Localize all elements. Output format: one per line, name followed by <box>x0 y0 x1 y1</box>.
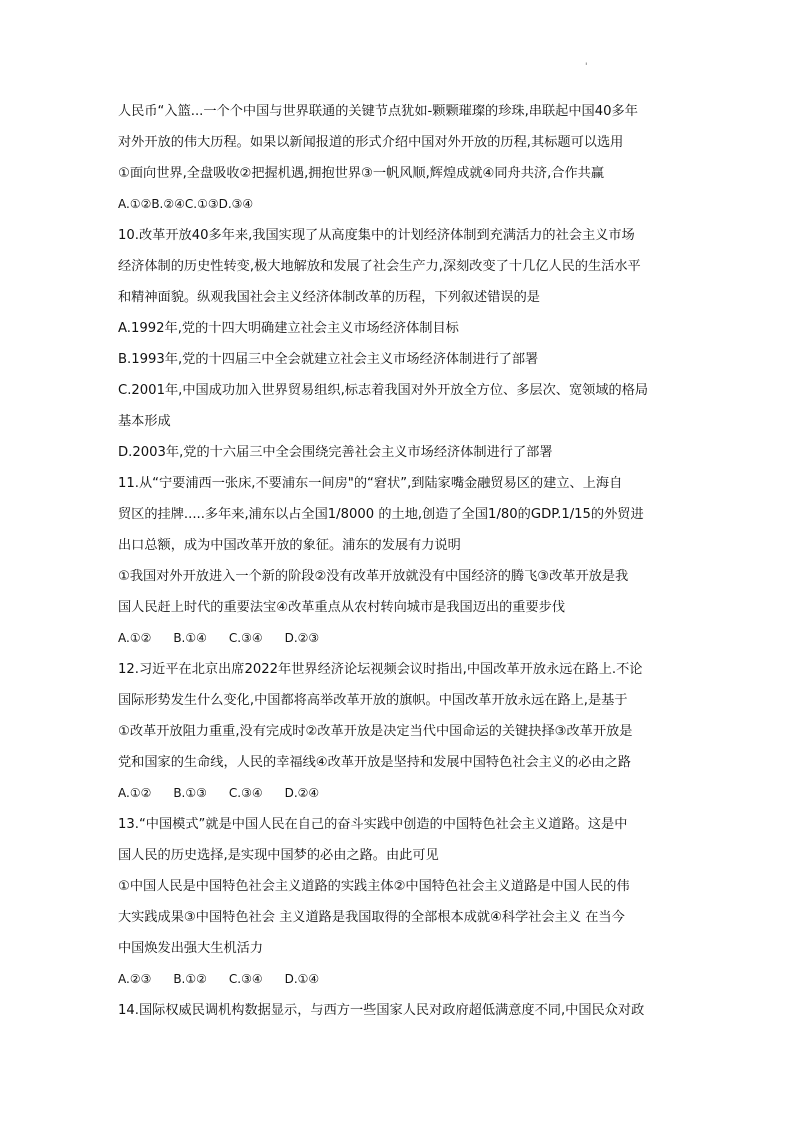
text-line: ①中国人民是中国特色社会主义道路的实践主体②中国特色社会主义道路是中国人民的伟 <box>118 879 630 894</box>
question-14-text: 14.国际权威民调机构数据显示，与西方一些国家人民对政府超低满意度不同,中国民众对政 <box>118 1003 645 1018</box>
text-line: 国人民赶上时代的重要法宝④改革重点从农村转向城市是我国迈出的重要步伐 <box>118 600 566 615</box>
option-d: D.②④ <box>284 786 320 800</box>
text-line: 大实践成果③中国特色社会 主义道路是我国取得的全部根本成就④科学社会主义 在当今 <box>118 910 625 925</box>
question-content <box>118 96 678 1026</box>
text-line: 国人民的历史选择,是实现中国梦的必由之路。由此可见 <box>118 848 439 863</box>
question-10-text: 10.改革开放40多年来,我国实现了从高度集中的计划经济体制到充满活力的社会主义市场 <box>118 228 635 243</box>
option-d: D.②③ <box>284 631 320 645</box>
question-12-text: 12.习近平在北京出席2022年世界经济论坛视频会议时指出,中国改革开放永远在路上.不论 <box>118 662 643 677</box>
question-11-text: 11.从“宁要浦西一张床,不要浦东一间房"的“窘状”,到陆家嘴金融贸易区的建立、上海自 <box>118 476 623 491</box>
answer-options-q11 <box>118 623 678 654</box>
option-c: C.③④ <box>228 631 263 645</box>
option-b: B.①② <box>173 972 207 986</box>
answer-options-q9: A.①②B.②④C.①③D.③④ <box>118 197 254 211</box>
text-line: ①改革开放阻力重重,没有完成时②改革开放是决定当代中国命运的关键抉择③改革开放是 <box>118 724 633 739</box>
text-line: ①我国对外开放进入一个新的阶段②没有改革开放就没有中国经济的腾飞③改革开放是我 <box>118 569 629 584</box>
option-a-q10: A.1992年,党的十四大明确建立社会主义市场经济体制目标 <box>118 321 459 336</box>
text-line: 党和国家的生命线，人民的幸福线④改革开放是坚持和发展中国特色社会主义的必由之路 <box>118 755 631 770</box>
option-b: B.①③ <box>173 786 207 800</box>
option-a: A.②③ <box>118 972 152 986</box>
option-d: D.①④ <box>284 972 320 986</box>
text-line: 和精神面貌。纵观我国社会主义经济体制改革的历程，下列叙述错误的是 <box>118 290 540 305</box>
option-a: A.①② <box>118 786 152 800</box>
option-b-q10: B.1993年,党的十四届三中全会就建立社会主义市场经济体制进行了部署 <box>118 352 539 367</box>
text-line: 出口总额，成为中国改革开放的象征。浦东的发展有力说明 <box>118 538 461 553</box>
text-line: 对外开放的伟大历程。如果以新闻报道的形式介绍中国对外开放的历程,其标题可以选用 <box>118 135 624 150</box>
option-d-q10: D.2003年,党的十六届三中全会围绕完善社会主义市场经济体制进行了部署 <box>118 445 553 460</box>
option-c: C.③④ <box>228 786 263 800</box>
header-mark: ' <box>585 62 588 72</box>
option-a: A.①② <box>118 631 152 645</box>
option-b: B.①④ <box>173 631 207 645</box>
text-line: 人民币“入篮...一个个中国与世界联通的关键节点犹如-颗颗璀璨的珍珠,串联起中国40多年 <box>118 104 638 119</box>
text-line: ①面向世界,全盘吸收②把握机遇,拥抱世界③一帆风顺,辉煌成就④同舟共济,合作共赢 <box>118 166 605 181</box>
option-c-q10: C.2001年,中国成功加入世界贸易组织,标志着我国对外开放全方位、多层次、宽领域的格局 <box>118 383 649 398</box>
text-line: 国际形势发生什么变化,中国都将高举改革开放的旗帜。中国改革开放永远在路上,是基于 <box>118 693 628 708</box>
text-line: 经济体制的历史性转变,极大地解放和发展了社会生产力,深刻改变了十几亿人民的生活水平 <box>118 259 641 274</box>
question-13-text: 13.“中国模式”就是中国人民在自己的奋斗实践中创造的中国特色社会主义道路。这是中 <box>118 817 628 832</box>
text-line: 贸区的挂牌.....多年来,浦东以占全国1/8000 的土地,创造了全国1/80的GDP.1/15的外贸进 <box>118 507 644 522</box>
option-c: C.③④ <box>228 972 263 986</box>
text-line: 基本形成 <box>118 414 171 429</box>
text-line: 中国焕发出强大生机活力 <box>118 941 264 956</box>
answer-options-q12 <box>118 778 678 809</box>
answer-options-q13 <box>118 964 678 995</box>
